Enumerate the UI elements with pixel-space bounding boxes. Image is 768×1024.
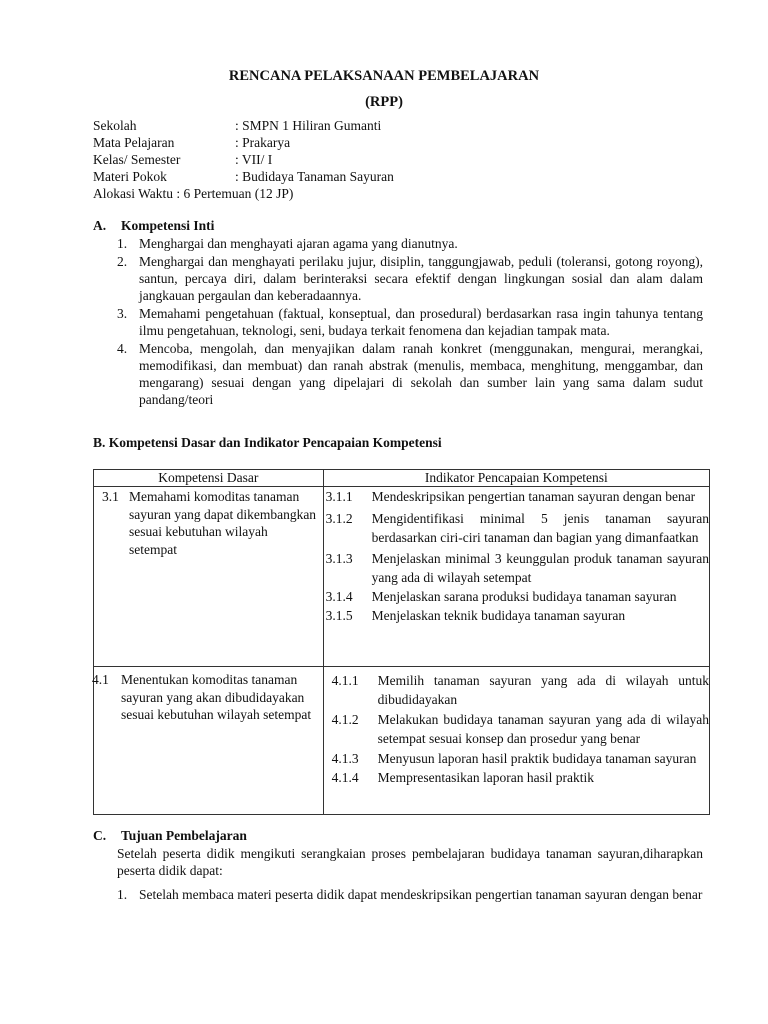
kd-cell (94, 487, 324, 667)
indicator-item (326, 587, 709, 606)
indicator-item (326, 606, 709, 625)
list-number: 1. (117, 236, 128, 251)
indicator-text: Mengidentifikasi minimal 5 jenis tanaman sayuran berdasarkan ciri-ciri tanaman dan bagian yang dimanfaatkan (371, 511, 709, 545)
list-item (117, 340, 703, 408)
list-number: 3. (117, 306, 128, 321)
indicator-list (324, 487, 709, 625)
list-text: Memahami pengetahuan (faktual, konseptual, dan prosedural) berdasarkan rasa ingin tahunya tentang ilmu pengetahuan, teknologi, seni, budaya terkait fenomena dan kejadian tampak mata. (139, 306, 703, 338)
indicator-cell (323, 487, 709, 667)
indicator-text: Melakukan budidaya tanaman sayuran yang ada di wilayah setempat sesuai konsep dan prosedur yang benar (377, 712, 709, 746)
section-title: Kompetensi Inti (121, 218, 215, 233)
indicator-code: 3.1.2 (325, 511, 353, 526)
indicator-code: 3.1.5 (325, 608, 353, 623)
indicator-code: 4.1.3 (331, 751, 359, 766)
table-row (94, 487, 710, 667)
indicator-code: 4.1.4 (331, 770, 359, 785)
kompetensi-table (93, 469, 710, 815)
section-b-heading: B. Kompetensi Dasar dan Indikator Pencapaian Kompetensi (93, 435, 442, 450)
indicator-text: Menjelaskan teknik budidaya tanaman sayuran (371, 608, 626, 623)
kd-block (94, 667, 323, 724)
list-text: Mencoba, mengolah, dan menyajikan dalam ranah konkret (menggunakan, mengurai, merangkai, memodifikasi, dan membuat) dan ranah abstrak (menulis, membaca, menghitung, menggambar, dan mengarang) sesuai dengan yang dipelajari di sekolah dan sumber lain yang sama dalam sudut pandang/teori (139, 341, 703, 407)
kompetensi-inti-list (117, 235, 703, 409)
table-header-row (94, 470, 710, 487)
indicator-code: 3.1.3 (325, 551, 353, 566)
meta-alokasi: Alokasi Waktu : 6 Pertemuan (12 JP) (93, 186, 294, 201)
indicator-code: 3.1.1 (325, 489, 353, 504)
indicator-text: Mendeskripsikan pengertian tanaman sayuran dengan benar (371, 489, 696, 504)
indicator-text: Menyusun laporan hasil praktik budidaya tanaman sayuran (377, 751, 697, 766)
page-subtitle: (RPP) (365, 94, 403, 110)
section-c-heading (93, 828, 247, 844)
list-item (117, 886, 703, 903)
list-text: Setelah membaca materi peserta didik dapat mendeskripsikan pengertian tanaman sayuran dengan benar (139, 887, 703, 902)
indicator-text: Menjelaskan sarana produksi budidaya tanaman sayuran (371, 589, 677, 604)
list-item (117, 305, 703, 339)
indicator-code: 3.1.4 (325, 589, 353, 604)
kd-text: Memahami komoditas tanaman sayuran yang dapat dikembangkan sesuai kebutuhan wilayah setempat (129, 489, 317, 557)
meta-value: : SMPN 1 Hiliran Gumanti (235, 118, 382, 133)
section-a-heading (93, 218, 214, 234)
meta-value: : Budidaya Tanaman Sayuran (235, 169, 394, 184)
meta-label: Sekolah (93, 118, 137, 133)
list-text: Menghargai dan menghayati ajaran agama yang dianutnya. (139, 236, 458, 251)
indicator-item (332, 671, 709, 709)
list-text: Menghargai dan menghayati perilaku jujur, disiplin, tanggungjawab, peduli (toleransi, gotong royong), santun, percaya diri, dalam berinteraksi secara efektif dengan lingkungan sosial dan alam dalam jangkauan pergaulan dan keberadaannya. (139, 254, 703, 303)
kd-number: 3.1 (102, 489, 119, 504)
kd-number: 4.1 (92, 672, 109, 687)
list-number: 2. (117, 254, 128, 269)
indicator-text: Memilih tanaman sayuran yang ada di wilayah untuk dibudidayakan (377, 673, 709, 707)
kd-block (94, 487, 323, 558)
meta-label: Materi Pokok (93, 169, 167, 184)
meta-value: : Prakarya (235, 135, 291, 150)
section-title: Tujuan Pembelajaran (121, 828, 247, 843)
table-header: Indikator Pencapaian Kompetensi (323, 470, 709, 487)
meta-label: Kelas/ Semester (93, 152, 181, 167)
indicator-item (326, 509, 709, 547)
indicator-list (324, 667, 709, 787)
indicator-code: 4.1.1 (331, 673, 359, 688)
indicator-item (332, 749, 709, 768)
page-title: RENCANA PELAKSANAAN PEMBELAJARAN (228, 68, 540, 84)
indicator-text: Mempresentasikan laporan hasil praktik (377, 770, 594, 785)
list-number: 1. (117, 887, 128, 902)
tujuan-intro: Setelah peserta didik mengikuti serangkaian proses pembelajaran budidaya tanaman sayuran,diharapkan peserta didik dapat: (117, 846, 703, 878)
indicator-cell (323, 667, 709, 815)
indicator-item (326, 549, 709, 587)
list-item (117, 253, 703, 304)
meta-value: : VII/ I (235, 152, 273, 167)
section-letter: C. (93, 828, 107, 843)
list-number: 4. (117, 341, 128, 356)
section-letter: A. (93, 218, 107, 233)
kd-text: Menentukan komoditas tanaman sayuran yang akan dibudidayakan sesuai kebutuhan wilayah setempat (121, 672, 312, 722)
tujuan-list (117, 886, 703, 904)
meta-label: Mata Pelajaran (93, 135, 175, 150)
indicator-text: Menjelaskan minimal 3 keunggulan produk tanaman sayuran yang ada di wilayah setempat (371, 551, 709, 585)
table-header: Kompetensi Dasar (94, 470, 324, 487)
indicator-item (326, 487, 709, 506)
kd-cell (94, 667, 324, 815)
indicator-code: 4.1.2 (331, 712, 359, 727)
indicator-item (332, 710, 709, 748)
list-item (117, 235, 703, 252)
indicator-item (332, 768, 709, 787)
table-row (94, 667, 710, 815)
